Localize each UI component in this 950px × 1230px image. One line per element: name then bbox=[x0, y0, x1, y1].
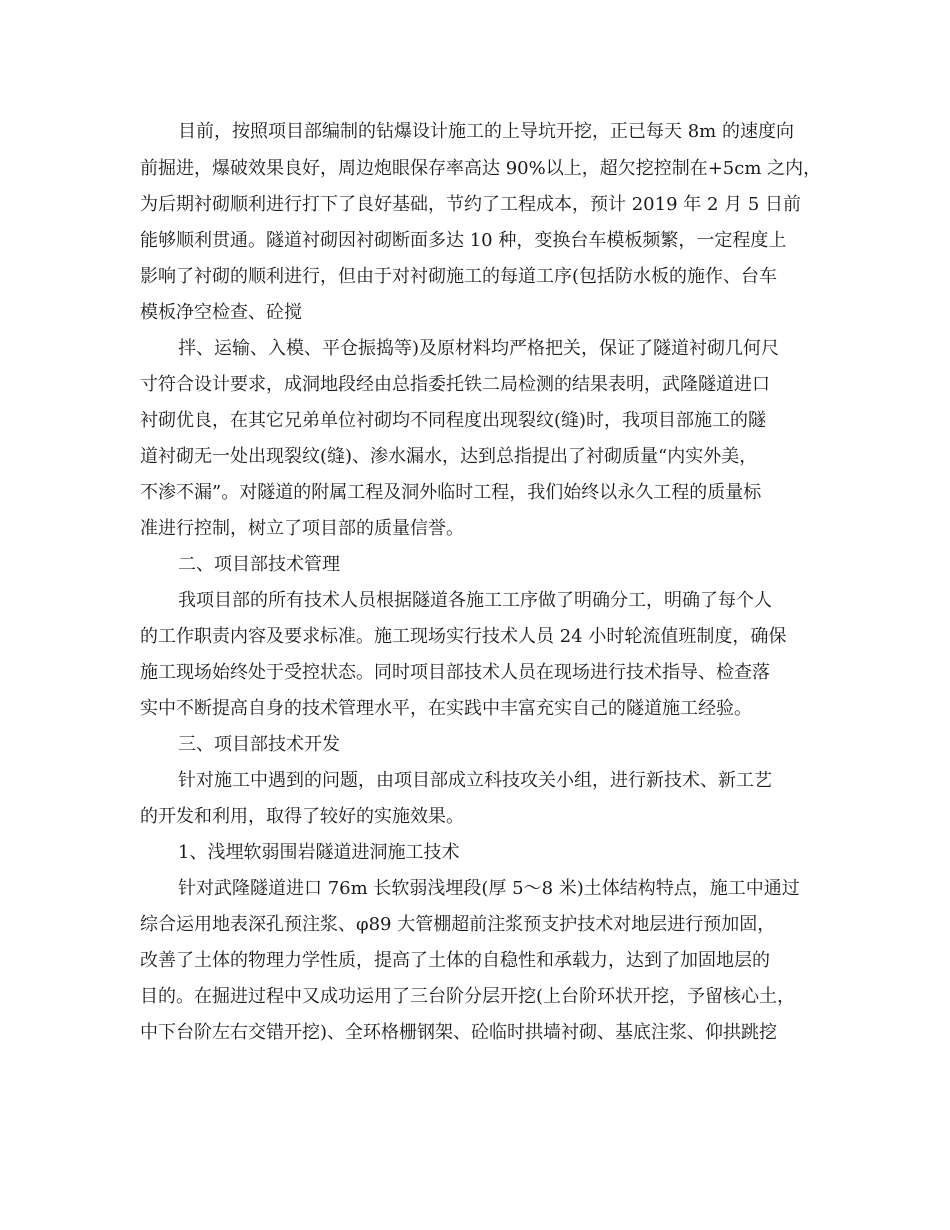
text-line: 针对施工中遇到的问题，由项目部成立科技攻关小组，进行新技术、新工艺 bbox=[178, 770, 772, 791]
text-line: 模板净空检查、砼搅 bbox=[140, 302, 302, 323]
section-heading: 三、项目部技术开发 bbox=[178, 734, 340, 755]
text-line: 的工作职责内容及要求标准。施工现场实行技术人员 24 小时轮流值班制度，确保 bbox=[140, 626, 787, 647]
text-line: 拌、运输、入模、平仓振捣等)及原材料均严格把关，保证了隧道衬砌几何尺 bbox=[178, 338, 780, 359]
subsection-heading: 1、浅埋软弱围岩隧道进洞施工技术 bbox=[178, 842, 460, 863]
text-line: 目前，按照项目部编制的钻爆设计施工的上导坑开挖，正已每天 8m 的速度向 bbox=[178, 121, 794, 142]
text-line: 衬砌优良，在其它兄弟单位衬砌均不同程度出现裂纹(缝)时，我项目部施工的隧 bbox=[140, 410, 767, 431]
text-line: 我项目部的所有技术人员根据隧道各施工工序做了明确分工，明确了每个人 bbox=[178, 590, 772, 611]
text-line: 准进行控制，树立了项目部的质量信誉。 bbox=[140, 518, 464, 539]
text-line: 寸符合设计要求，成洞地段经由总指委托铁二局检测的结果表明，武隆隧道进口 bbox=[140, 374, 770, 395]
section-heading: 二、项目部技术管理 bbox=[178, 554, 340, 575]
text-line: 目的。在掘进过程中又成功运用了三台阶分层开挖(上台阶环状开挖，予留核心土， bbox=[140, 986, 796, 1007]
text-line: 能够顺利贯通。隧道衬砌因衬砌断面多达 10 种，变换台车模板频繁，一定程度上 bbox=[140, 230, 787, 251]
text-line: 改善了土体的物理力学性质，提高了土体的自稳性和承载力，达到了加固地层的 bbox=[140, 950, 770, 971]
text-line: 实中不断提高自身的技术管理水平，在实践中丰富充实自己的隧道施工经验。 bbox=[140, 698, 752, 719]
text-line: 不渗不漏”。对隧道的附属工程及洞外临时工程，我们始终以永久工程的质量标 bbox=[140, 482, 762, 503]
text-line: 影响了衬砌的顺利进行，但由于对衬砌施工的每道工序(包括防水板的施作、台车 bbox=[140, 266, 778, 287]
text-line: 道衬砌无一处出现裂纹(缝)、渗水漏水，达到总指提出了衬砌质量“内实外美， bbox=[140, 446, 758, 467]
text-line: 前掘进，爆破效果良好，周边炮眼保存率高达 90%以上，超欠挖控制在+5cm 之内， bbox=[140, 158, 822, 179]
text-line: 中下台阶左右交错开挖)、全环格栅钢架、砼临时拱墙衬砌、基底注浆、仰拱跳挖 bbox=[140, 1022, 778, 1043]
text-line: 施工现场始终处于受控状态。同时项目部技术人员在现场进行技术指导、检查落 bbox=[140, 662, 770, 683]
text-line: 的开发和利用，取得了较好的实施效果。 bbox=[140, 806, 464, 827]
text-line: 针对武隆隧道进口 76m 长软弱浅埋段(厚 5～8 米)土体结构特点，施工中通过 bbox=[178, 878, 800, 899]
text-line: 综合运用地表深孔预注浆、φ89 大管棚超前注浆预支护技术对地层进行预加固， bbox=[140, 914, 776, 935]
text-line: 为后期衬砌顺利进行打下了良好基础，节约了工程成本，预计 2019 年 2 月 5 日前 bbox=[140, 194, 802, 215]
